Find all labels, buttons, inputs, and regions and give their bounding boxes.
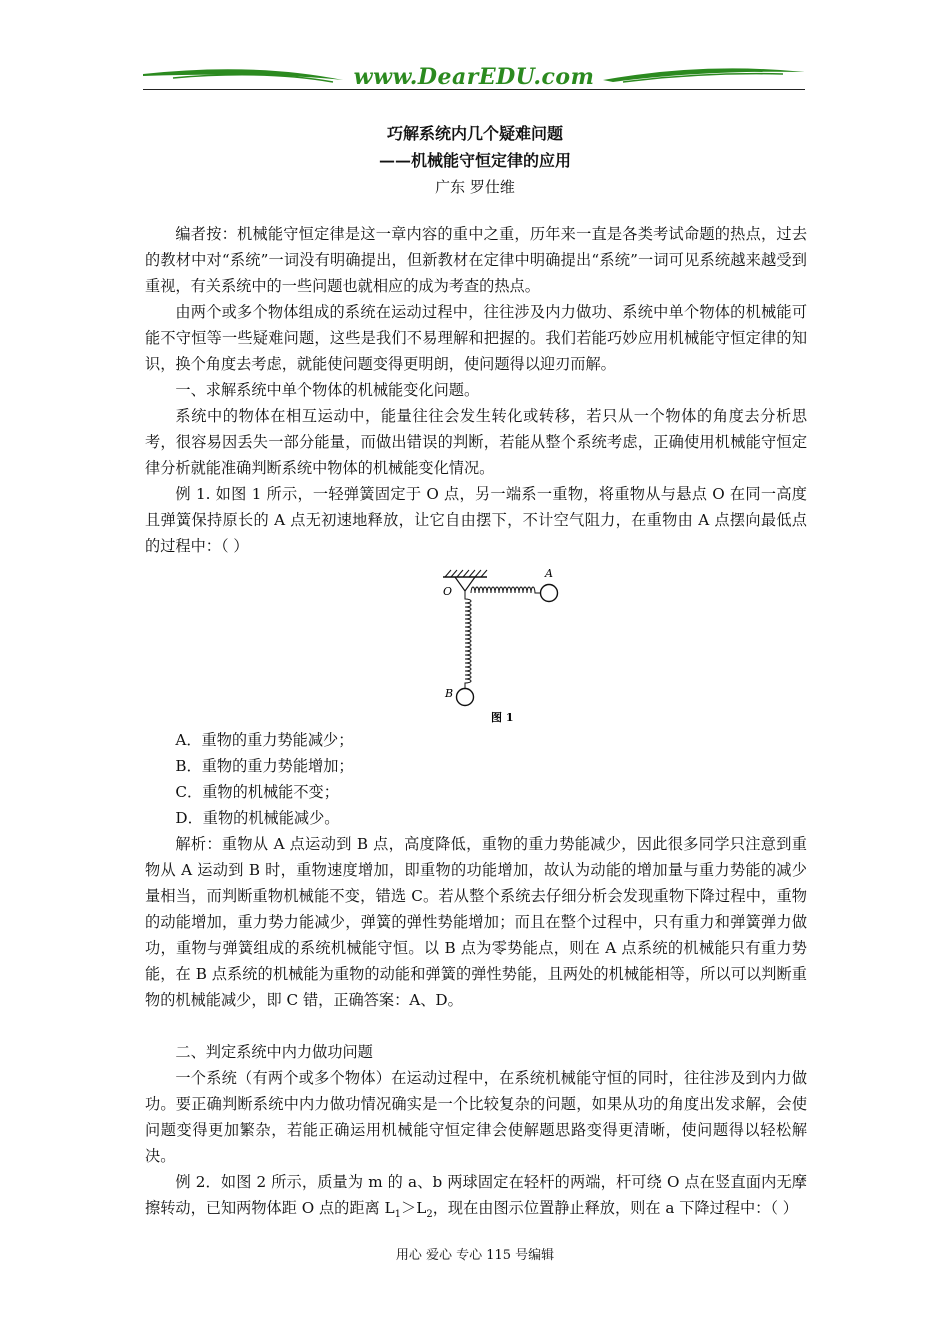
- l1-subscript: 1: [394, 1209, 402, 1221]
- label-b: B: [445, 687, 454, 700]
- option-c: C．重物的机械能不变；: [175, 783, 339, 801]
- page-footer: 用心 爱心 专心 115 号编辑: [395, 1248, 555, 1263]
- article-body: [145, 221, 807, 1228]
- example-2-text-c: ，现在由图示位置静止释放，则在 a 下降过程中：（ ）: [432, 1199, 798, 1217]
- site-logo-text: www.DearEDU.com: [353, 64, 595, 90]
- option-b: B．重物的重力势能增加；: [175, 757, 354, 775]
- editor-note-paragraph: 编者按：机械能守恒定律是这一章内容的重中之重，历年来一直是各类考试命题的热点，过去的教材中对“系统”一词没有明确提出，但新教材在定律中明确提出“系统”一词可见系统越来越受到重视，有关系统中的一些问题也就相应的成为考查的热点。: [145, 225, 807, 295]
- ball-b: [457, 689, 474, 706]
- intro-paragraph: 由两个或多个物体组成的系统在运动过程中，往往涉及内力做功、系统中单个物体的机械能可能不守恒等一些疑难问题，这些是我们不易理解和把握的。我们若能巧妙应用机械能守恒定律的知识，换个角度去考虑，就能使问题变得更明朗，使问题得以迎刃而解。: [145, 303, 807, 373]
- example-2-question: [145, 1169, 807, 1228]
- analysis-paragraph: 解析：重物从 A 点运动到 B 点，高度降低，重物的重力势能减少，因此很多同学只注意到重物从 A 运动到 B 时，重物速度增加，即重物的功能增加，故认为动能的增加量与重力势能的减少量相当，而判断重物机械能不变，错选 C。若从整个系统去仔细分析会发现重物下降过程中，重物的动能增加，重力势力能减少，弹簧的弹性势能增加；而且在整个过程中，只有重力和弹簧弹力做功，重物与弹簧组成的系统机械能守恒。以 B 点为零势能点，则在 A 点系统的机械能只有重力势能，在 B 点系统的机械能为重物的动能和弹簧的弹性势能，且两处的机械能相等，所以可以判断重物的机械能减少，即 C 错，正确答案：A、D。: [145, 835, 807, 1009]
- section2-paragraph: 一个系统（有两个或多个物体）在运动过程中，在系统机械能守恒的同时，往往涉及到内力做功。要正确判断系统中内力做功情况确实是一个比较复杂的问题，如果从功的角度出发求解，会使问题变得更加繁杂，若能正确运用机械能守恒定律会使解题思路变得更清晰，使问题得以轻松解决。: [145, 1069, 807, 1165]
- example-2-text-b: ＞L: [401, 1199, 427, 1217]
- article-author: 广东 罗仕维: [435, 178, 515, 196]
- title-block: [0, 120, 950, 200]
- l2-subscript: 2: [426, 1209, 433, 1221]
- article-title: 巧解系统内几个疑难问题: [386, 124, 563, 143]
- section1-paragraph: 系统中的物体在相互运动中，能量往往会发生转化或转移，若只从一个物体的角度去分析思考，很容易因丢失一部分能量，而做出错误的判断，若能从整个系统考虑，正确使用机械能守恒定律分析就能准确判断系统中物体的机械能变化情况。: [145, 407, 807, 477]
- example-2-text-a: 例 2．如图 2 所示，质量为 m 的 a、b 两球固定在轻杆的两端，杆可绕 O 点在竖直面内无摩擦转动，已知两物体距 O 点的距离 L: [145, 1173, 807, 1217]
- article-subtitle: ——机械能守恒定律的应用: [378, 151, 571, 170]
- example-1-question: 例 1. 如图 1 所示，一轻弹簧固定于 O 点，另一端系一重物，将重物从与悬点 O 在同一高度且弹簧保持原长的 A 点无初速地释放，让它自由摆下，不计空气阻力，在重物由 A 点摆向最低点的过程中：（ ）: [145, 485, 807, 555]
- header-rule: [143, 89, 805, 90]
- section-heading-1: 一、求解系统中单个物体的机械能变化问题。: [175, 381, 480, 399]
- section-heading-2: 二、判定系统中内力做功问题: [175, 1043, 373, 1061]
- ball-a: [541, 585, 558, 602]
- figure-1-caption: 图 1: [491, 711, 514, 724]
- figure-1: [145, 559, 807, 727]
- label-a: A: [545, 567, 553, 580]
- label-o: O: [443, 585, 453, 598]
- site-header: [143, 60, 805, 92]
- option-d: D．重物的机械能减少。: [175, 809, 340, 827]
- option-a: A．重物的重力势能减少；: [175, 731, 354, 749]
- spring-pendulum-diagram: [425, 565, 585, 729]
